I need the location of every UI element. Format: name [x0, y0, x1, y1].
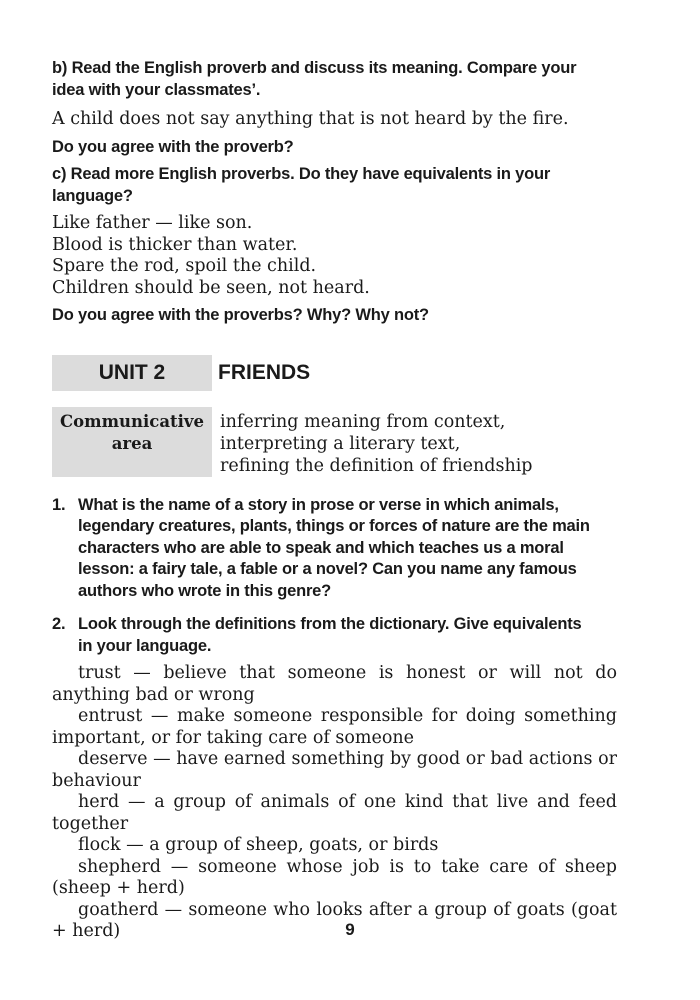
- definition-deserve: deserve — have earned something by good or bad actions or behaviour: [52, 749, 617, 791]
- unit-title: FRIENDS: [218, 360, 311, 384]
- task-1-line: legendary creatures, plants, things or forces of nature are the main: [78, 517, 590, 535]
- communicative-area-items: [220, 407, 533, 477]
- task-1-line: authors who wrote in this genre?: [78, 581, 332, 600]
- definition-goatherd: goatherd — someone who looks after a group of goats (goat + herd): [52, 899, 617, 941]
- task-2-text: [78, 614, 617, 657]
- definition-flock: flock — a group of sheep, goats, or birds: [78, 835, 439, 855]
- exercise-c-instruction-line-1: Read more English proverbs. Do they have equivalents in your: [70, 165, 551, 183]
- communicative-area: [52, 407, 617, 477]
- proverb-item: Blood is thicker than water.: [52, 234, 298, 255]
- task-1-line: characters who are able to speak and which teaches us a moral: [78, 538, 564, 557]
- exercise-c-instruction: [52, 164, 617, 207]
- task-1-text: [78, 495, 617, 603]
- exercise-b-label: b): [52, 59, 68, 77]
- task-1-line: lesson: a fairy tale, a fable or a novel? Can you name any famous: [78, 560, 577, 578]
- communicative-area-item: inferring meaning from context,: [220, 411, 506, 432]
- exercise-b-instruction-line-1: Read the English proverb and discuss its meaning. Compare your: [71, 59, 577, 77]
- unit-number: UNIT 2: [52, 355, 212, 391]
- page-number: 9: [345, 920, 355, 939]
- communicative-area-item: interpreting a literary text,: [220, 433, 461, 454]
- definition-shepherd: shepherd — someone whose job is to take care of sheep (sheep + herd): [52, 856, 617, 898]
- definition-trust: trust — believe that someone is honest or will not do anything bad or wrong: [52, 663, 617, 705]
- task-2-number: 2.: [52, 615, 66, 633]
- exercise-c-instruction-line-2: language?: [52, 186, 133, 205]
- proverb-item: Children should be seen, not heard.: [52, 277, 370, 298]
- communicative-area-label-line-2: area: [111, 433, 153, 453]
- task-2-line: Look through the definitions from the dictionary. Give equivalents: [78, 615, 582, 633]
- communicative-area-item: refining the definition of friendship: [220, 455, 533, 476]
- task-2: [52, 614, 617, 657]
- definition-herd: herd — a group of animals of one kind that live and feed together: [52, 792, 617, 834]
- exercise-b-instruction-line-2: idea with your classmates’.: [52, 80, 261, 99]
- task-1-number: 1.: [52, 495, 66, 514]
- exercise-c-proverb-list: [52, 213, 617, 299]
- communicative-area-label-line-1: Communicative: [59, 411, 205, 431]
- communicative-area-label: [52, 407, 212, 477]
- proverb-item: Spare the rod, spoil the child.: [52, 256, 317, 276]
- task-2-line: in your language.: [78, 636, 212, 655]
- task-1-line: What is the name of a story in prose or verse in which animals,: [78, 495, 559, 514]
- proverb-item: Like father — like son.: [52, 213, 253, 233]
- exercise-c-question: Do you agree with the proverbs? Why? Why not?: [52, 306, 429, 324]
- definition-list: [52, 663, 617, 943]
- exercise-c-label: c): [52, 165, 67, 183]
- exercise-b-proverb: A child does not say anything that is not heard by the fire.: [52, 109, 569, 129]
- exercise-b-instruction: [52, 58, 617, 101]
- task-1: [52, 495, 617, 603]
- textbook-page: [52, 58, 617, 943]
- exercise-b-question: Do you agree with the proverb?: [52, 137, 294, 156]
- definition-entrust: entrust — make someone responsible for doing something important, or for taking care of someone: [52, 706, 617, 748]
- unit-header: [52, 355, 617, 391]
